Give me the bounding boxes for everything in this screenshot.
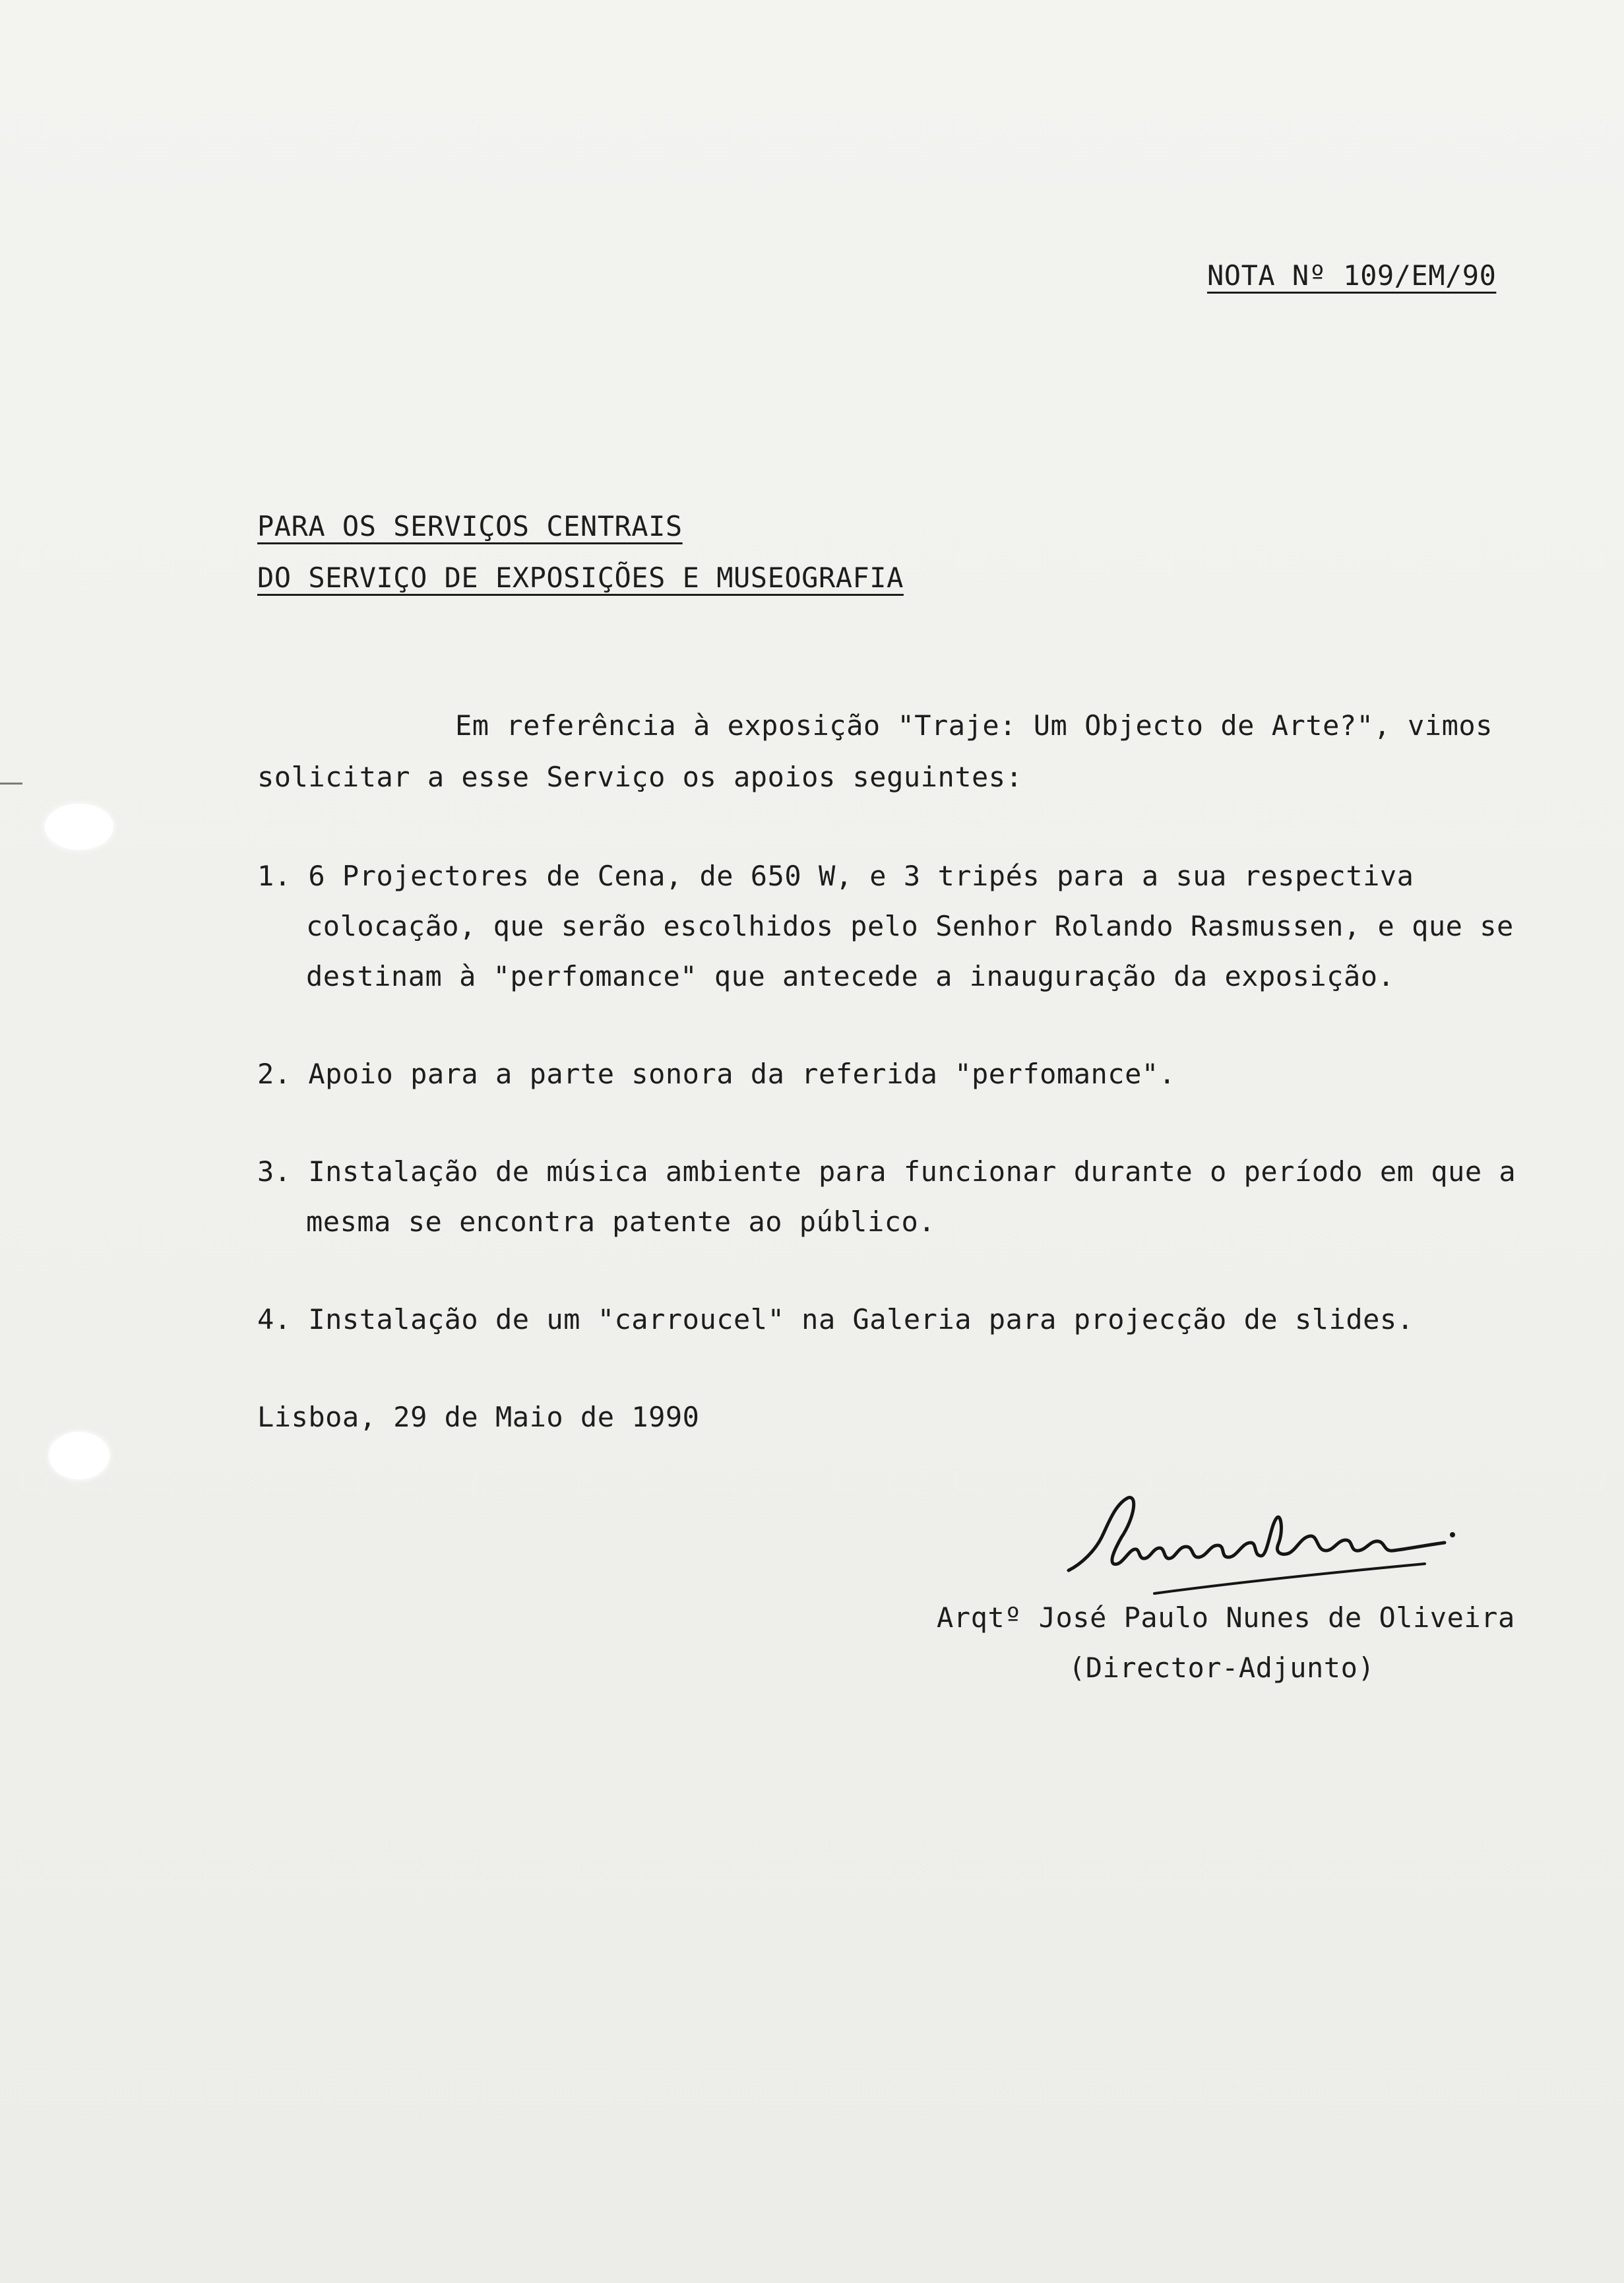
item-1-line-2: colocação, que serão escolhidos pelo Senhor Rolando Rasmussen, e que se <box>306 910 1514 942</box>
addressee-line-2: DO SERVIÇO DE EXPOSIÇÕES E MUSEOGRAFIA <box>257 562 904 594</box>
intro-line-2: solicitar a esse Serviço os apoios seguintes: <box>257 761 1023 793</box>
handwritten-signature <box>1055 1471 1464 1603</box>
addressee-line-1: PARA OS SERVIÇOS CENTRAIS <box>257 510 683 542</box>
signer-name: Arqtº José Paulo Nunes de Oliveira <box>937 1601 1515 1634</box>
place-date: Lisboa, 29 de Maio de 1990 <box>257 1401 700 1433</box>
signer-role: (Director-Adjunto) <box>1069 1652 1375 1684</box>
item-4-line-1: 4. Instalação de um "carroucel" na Galeria para projecção de slides. <box>257 1303 1414 1335</box>
note-number: NOTA Nº 109/EM/90 <box>1207 259 1497 292</box>
item-1-line-1: 1. 6 Projectores de Cena, de 650 W, e 3 tripés para a sua respectiva <box>257 860 1414 892</box>
edge-mark <box>0 783 22 785</box>
punch-hole-bottom <box>49 1432 109 1479</box>
item-1-line-3: destinam à "perfomance" que antecede a inauguração da exposição. <box>306 960 1395 992</box>
item-3-line-2: mesma se encontra patente ao público. <box>306 1206 936 1238</box>
item-3-line-1: 3. Instalação de música ambiente para funcionar durante o período em que a <box>257 1155 1516 1188</box>
item-2-line-1: 2. Apoio para a parte sonora da referida "perfomance". <box>257 1058 1176 1090</box>
intro-line-1: Em referência à exposição "Traje: Um Objecto de Arte?", vimos <box>455 709 1493 742</box>
punch-hole-top <box>45 804 113 850</box>
